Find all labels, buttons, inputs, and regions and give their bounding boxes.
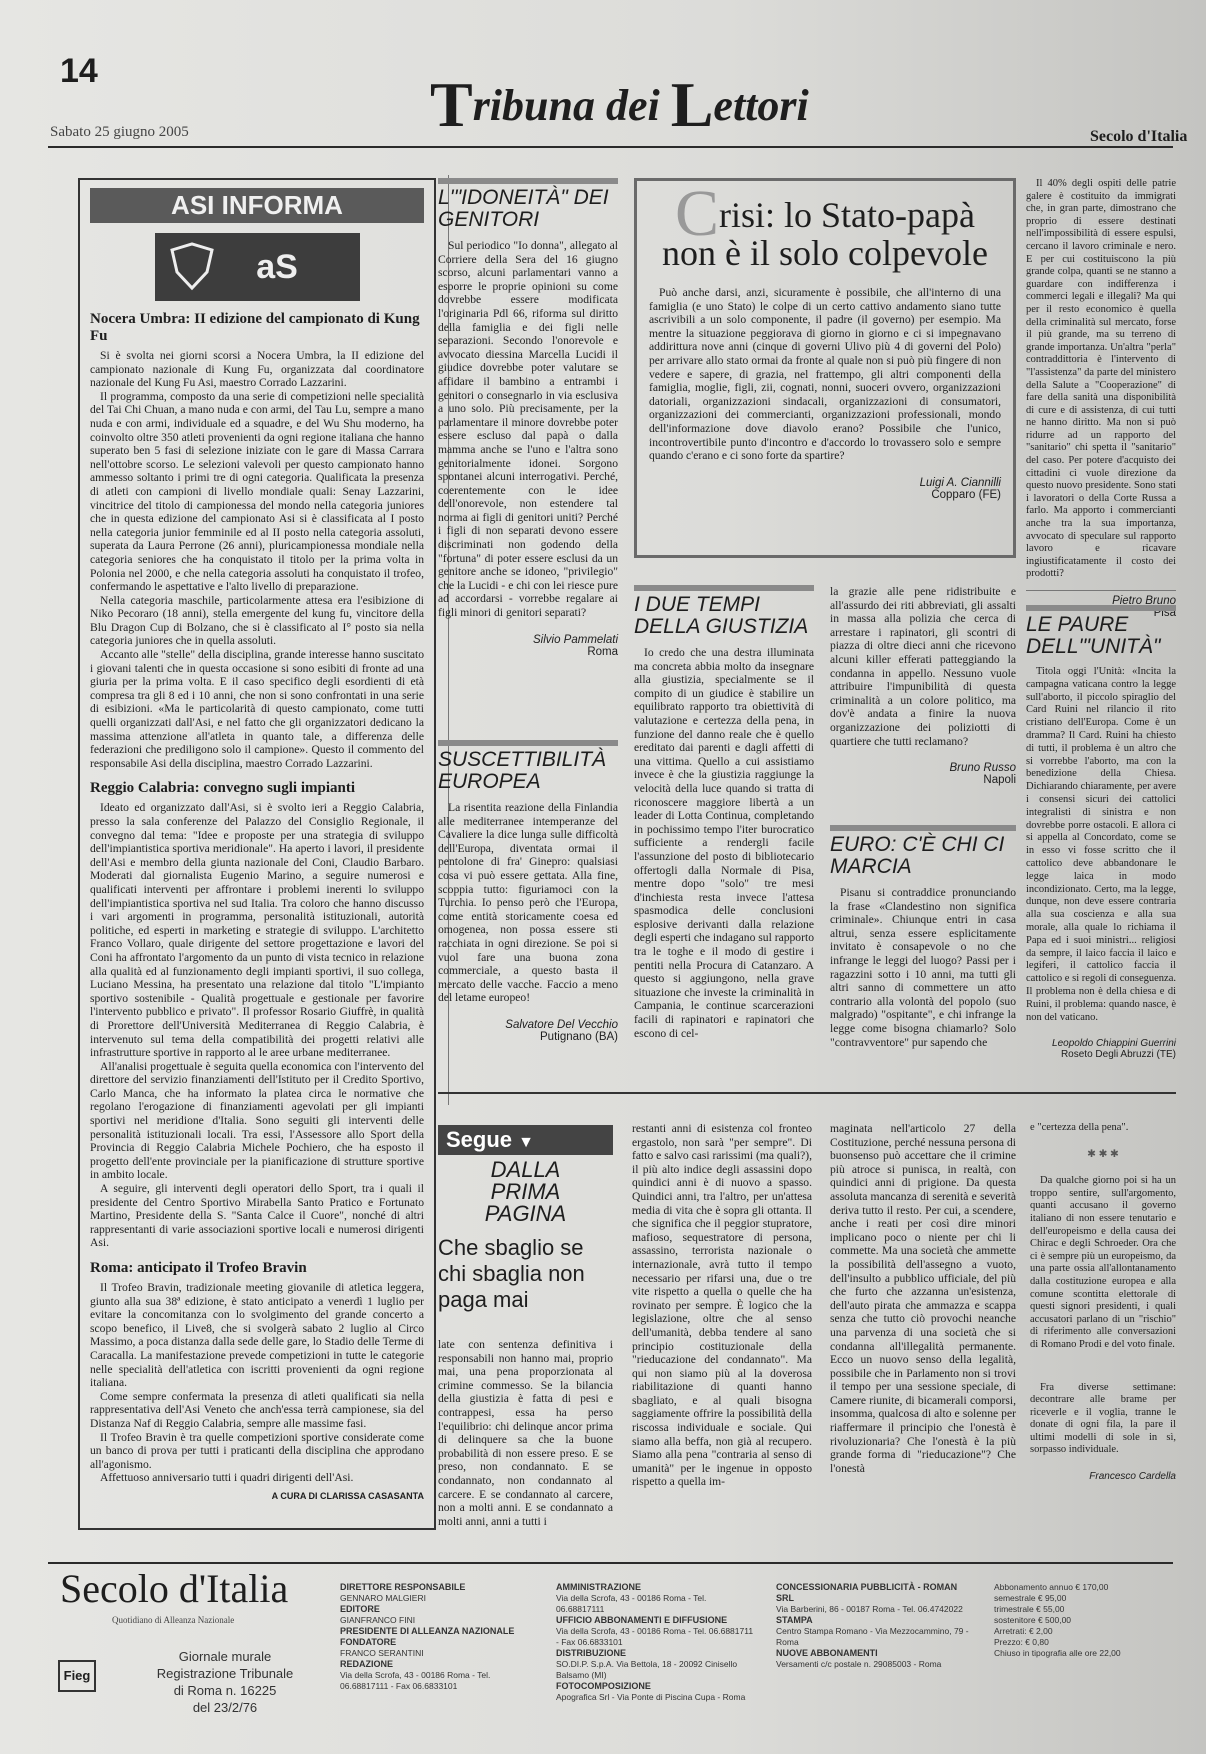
- reggio-body: [90, 801, 424, 1250]
- footer-entry-head: STAMPA: [776, 1615, 813, 1625]
- crisi-title-2: non è il solo colpevole: [662, 233, 988, 273]
- section-masthead: [430, 68, 850, 142]
- footer-entry: [556, 1582, 756, 1615]
- crisi-headline: [649, 177, 1001, 273]
- due-tempi-para: la grazie alle pene ridistribuite e all'assurdo dei riti abbreviati, gli assalti in massa alla polizia che cerca di arrestare i rapinatori, gli scontri di piazza di oltre dieci anni che ricevono alcuni killer efferati patteggiando la condanna in appello. Nessuno vuole attribuire l'impunibilità di questa criminalità a un colore politico, ma dov'è andata a finire la nuova organizzazione dei poliziotti di quartiere che tutti reclamano?: [830, 585, 1016, 748]
- due-tempi-city: Napoli: [983, 774, 1016, 787]
- footer-entry-text: GIANFRANCO FINI: [340, 1615, 416, 1625]
- footer-price-line: sostenitore € 500,00: [994, 1615, 1072, 1625]
- footer-entry-head: FONDATORE: [340, 1637, 397, 1647]
- registration-line: di Roma n. 16225: [173, 1683, 277, 1698]
- segue-col-1: [438, 1338, 613, 1538]
- fieg-logo: Fieg: [58, 1660, 96, 1692]
- asi-informa-box: [78, 178, 436, 1530]
- nocera-title: Nocera Umbra: II edizione del campionato di Kung Fu: [90, 311, 420, 344]
- euro-article: [830, 825, 1016, 1070]
- footer-entry: [556, 1681, 756, 1703]
- reggio-para: All'analisi progettuale è seguita quella economica con l'intervento del direttore del servizio finanziamenti dell'Istituto per il Credito Sportivo, Carlo Manca, che ha informato la platea circa le normative che regolano l'erogazione di finanziamenti agevolati per gli impianti sportivi nel meridione d'Italia. Sono seguiti gli interventi delle personalità istituzionali locali. Tra essi, l'Assessore allo Sport della Provincia di Reggio Calabria Michele Pochiero, che ha esposto il progetto dell'ente provinciale per la pianificazione di strutture sportive in ambito locale.: [90, 1059, 424, 1182]
- masthead-initial-t: T: [430, 69, 473, 140]
- right-top-para: Il 40% degli ospiti delle patrie galere è costituito da immigrati che, in gran parte, dimostrano che proprio di essere destinati nell'impossibilità di essere espulsi, cercano il lavoro criminale e nero. E per cui costituiscono la più grande colpa, quanti se ne stanno a guardare con indifferenza i commerci legali e illegali? Ma qui per il resto economico è quella della criminalità sul mercato, forse il più grande, ma su terreno di grande importanza. Un'altra "perla" contraddittoria è l'intervento di "l'assistenza" da parte del ministero della Salute a "Cooperazione" di fare della sanità una disponibilità di cure e di assistenza, di cui tutti ne hanno diritto. Ma non si può ridurre ad un rapporto del "sanitario" chi spetta il "sanitario" del caso. Per potere d'acquisto dei cittadini ci vuole direzione da questo nuovo presidente. Sono stati i lavoratori o della Corte Russa a farlo. Ma apporto i commercianti anche tra la sua importanza, avvocato di speculare sul rapporto lavoro e ricavare ingiustificatamente il costo dei prodotti?: [1026, 178, 1176, 580]
- footer-entry-head: DISTRIBUZIONE: [556, 1648, 627, 1658]
- footer-col-d: [994, 1582, 1144, 1732]
- footer-entry-text: Via della Scrofa, 43 - 00186 Roma - Tel. 06.68817111: [556, 1593, 707, 1614]
- crisi-title-1: risi: lo Stato-papà: [719, 195, 975, 235]
- footer-entry-head: EDITORE: [340, 1604, 380, 1614]
- segue-para: e "certezza della pena".: [1030, 1122, 1129, 1133]
- asi-shield-icon: [167, 242, 217, 292]
- right-top-author: Pietro Bruno: [1112, 595, 1176, 607]
- footer-entry: [340, 1659, 530, 1692]
- footer-entry: [776, 1582, 976, 1615]
- nocera-para: Nella categoria maschile, particolarmente attesa era l'esibizione di Niko Pecoraro (18 anni), stella emergente del kung fu, vincitore della Blu Dragon Cup di Bolzano, che si è classificato al I° posto sia nella categoria juniores che in quella assoluti.: [90, 593, 424, 648]
- footer-col-c: [776, 1582, 976, 1732]
- segue-para: Da qualche giorno poi si ha un troppo sentire, sull'argomento, quanti accusano il governo italiano di non essere tenutario e dell'europeismo e della causa dei Chirac e degli Schroeder. Ora che ci è sempre più un europeismo, da una parte ossia all'allontanamento dalla costituzione europea e alla comune scontitta elettorale di questi signori presidenti, i quali accusatori parlano di un "rischio" di riferimento alle conversazioni di Romano Prodi e del voto finale.: [1030, 1175, 1176, 1350]
- footer-entry-text: SO.DI.P. S.p.A. Via Bettola, 18 - 20092 Cinisello Balsamo (MI): [556, 1659, 738, 1680]
- crisi-signature: [649, 477, 1001, 501]
- suscettibilita-article: [438, 740, 618, 1085]
- segue-label: Segue: [446, 1127, 513, 1152]
- header-rule: [48, 146, 1173, 148]
- footer-entry-text: Via della Scrofa, 43 - 00186 Roma - Tel. 06.6881711 - Fax 06.6833101: [556, 1626, 754, 1647]
- segue-banner: [438, 1125, 613, 1155]
- suscettibilita-author: Salvatore Del Vecchio: [505, 1018, 618, 1031]
- suscettibilita-body: [438, 801, 618, 1005]
- footer-entry: [340, 1626, 530, 1637]
- crisi-para: Può anche darsi, anzi, sicuramente è possibile, che all'interno di una famiglia (e uno Stato) le colpe di un certo cattivo andamento siano tutte ascrivibili a un solo componente, il padre (il governo) per esempio. Ma mentre la situazione peggiorava di giorno in giorno e ci si impegnavano addirittura nove anni (cinque di governi Ulivo più 4 di governi del Polo) per arrivare allo stato ormai da fronte al quale non si può più fingere di non vedere e sapere, di grazia, nel frattempo, gli altri componenti della famiglia, moglie, figli, zii, cognati, nonni, suoceri ovvero, organizzazioni datoriali, organizzazioni sindacali, organizzazioni di consumatori, organizzazioni dei commercianti, organizzazioni professionali, mondo dell'informazione dove diavolo erano? Possibile che l'unico, incontrovertibile punto d'incontro e d'accordo lo trovassero solo e sempre quando c'erano e ci sono forte da spartire?: [649, 286, 1001, 463]
- footer-entry-text: FRANCO SERANTINI: [340, 1648, 424, 1658]
- due-tempi-article: [634, 585, 814, 1065]
- roma-para: Il Trofeo Bravin, tradizionale meeting giovanile di atletica leggera, giunto alla sua 38ª edizione, è stato anticipato a venerdì 1 luglio per evitare la concomitanza con lo svolgimento del grande concerto a scopo benefico, il Live8, che si svolgerà sabato 2 luglio al Circo Massimo, a poca distanza dalla sede delle gare, lo Stadio delle Terme di Caracalla. La manifestazione prevede competizioni in tutte le categorie nelle specialità dell'atletica con iscritti provenienti da ogni regione italiana.: [90, 1281, 424, 1390]
- euro-body: [830, 886, 1016, 1049]
- asi-logo: [155, 233, 360, 301]
- roma-title: Roma: anticipato il Trofeo Bravin: [90, 1260, 307, 1276]
- idoneita-author: Silvio Pammelati: [533, 633, 618, 646]
- prima-word: PRIMA: [490, 1179, 561, 1204]
- issue-date: Sabato 25 giugno 2005: [50, 124, 189, 140]
- header-brand: Secolo d'Italia: [1090, 128, 1188, 145]
- idoneita-para: Sul periodico "Io donna", allegato al Corriere della Sera del 16 giugno scorso, alcuni parlamentari vanno a esporre le proprie opinioni su come dovrebbe essere modificata l'originaria Pdl 66, riforma sul diritto della famiglia e dei figli nelle separazioni. Secondo l'onorevole e avvocato diessina Marcella Lucidi il giudice dovrebbe poter valutare se affidare il bambino a entrambi i genitori o consegnarlo in via esclusiva a uno solo. Più precisamente, per la parlamentare il minore dovrebbe poter essere escluso dal papà o dalla mamma anche se l'uno e l'altra sono genitorialmente idonei. Sorgono spontanei alcuni interrogativi. Perché, coerentemente con le idee dell'onorevole, non estendere tal norma ai figli di genitori uniti? Perché i figli di non separati devono essere discriminati non godendo della "fortuna" di poter essere esclusi da un genitore anche se idoneo, "privilegio" che la Lucidi - e chi con lei riesce pure ad accordarsi - vorrebbe regalare ai figli minori di genitori separati?: [438, 239, 618, 620]
- suscettibilita-title: SUSCETTIBILITÀ EUROPEA: [438, 740, 618, 793]
- registration-line: del 23/2/76: [192, 1700, 258, 1715]
- footer-entry-text: Apografica Srl - Via Ponte di Piscina Cupa - Roma: [556, 1692, 746, 1702]
- footer-entry: [340, 1637, 530, 1659]
- footer-entry-text: GENNARO MALGIERI: [340, 1593, 426, 1603]
- footer-entry-text: Centro Stampa Romano - Via Mezzocammino, 79 - Roma: [776, 1626, 969, 1647]
- suscettibilita-signature: [438, 1019, 618, 1043]
- down-arrow-icon: ▼: [518, 1134, 534, 1151]
- segue-col-4: [1030, 1122, 1176, 1542]
- right-top-article: [1026, 178, 1176, 619]
- footer-entry-text: Versamenti c/c postale n. 29085003 - Roma: [776, 1659, 942, 1669]
- footer-price-line: Arretrati: € 2,00: [994, 1626, 1053, 1636]
- idoneita-article: [438, 178, 618, 728]
- registration-block: [140, 1648, 310, 1716]
- roma-para: Affettuoso anniversario tutti i quadri dirigenti dell'Asi.: [100, 1471, 354, 1485]
- roma-para: Il Trofeo Bravin è tra quelle competizioni sportive considerate come un banco di prova per tutti i praticanti della disciplina che approdano all'agonismo.: [90, 1430, 424, 1471]
- pagina-word: PAGINA: [484, 1201, 567, 1226]
- footer-entry-head: AMMINISTRAZIONE: [556, 1582, 641, 1592]
- due-tempi-cont: [830, 585, 1016, 805]
- registration-line: Registrazione Tribunale: [156, 1666, 294, 1681]
- reggio-title: Reggio Calabria: convegno sugli impianti: [90, 780, 356, 797]
- idoneita-title: L'"IDONEITÀ" DEI GENITORI: [438, 178, 618, 231]
- asi-credit: A CURA DI CLARISSA CASASANTA: [271, 1490, 424, 1501]
- euro-para: Pisanu si contraddice pronunciando la frase «Clandestino non significa criminale». Chiunque entri in casa altrui, senza essere esplicitamente invitato è consapevole o no che infrange le leggi del luogo? Passi per i ragazzini sotto i 10 anni, ma tutti gli altri sanno di commettere un atto contrario alla volontà del popolo (suo malgrado) "ospitante", e chi infrange la legge come bisogna chiamarlo? Solo "contravventore" pur sapendo che: [830, 886, 1016, 1049]
- footer-entry-head: UFFICIO ABBONAMENTI E DIFFUSIONE: [556, 1615, 728, 1625]
- dalla-prima-pagina: [438, 1159, 613, 1225]
- segue-para: maginata nell'articolo 27 della Costituzione, perché nessuna persona di buonsenso può accettare che il crimine più atroce si punisca, in realtà, con quindici anni di prigione. Da questa assoluta mancanza di serenità e severità deriva tutto il resto. Per cui, a scendere, anche i reati per così dire minori implicano poco o niente per chi li commette. Ma una società che ammette la possibilità dell'assegno a vuoto, dell'insulto a pubblico ufficiale, del più che furto che azzanna un'esistenza, dell'auto pirata che ammazza e scappa senza che tutto ciò provochi neanche una parvenza di una società che si condanna all'illegalità permanente. Ecco un nuovo senso della legalità, possibile che in Parlamento non si trovi il tempo per una sessione speciale, di Camere riunite, di bicamerali comporsi, insomma, qualcosa di alto e solenne per riaffermare il principio che l'onestà è rivoluzionaria? Che l'onestà è la più grande forma di "rieducazione"? Che l'onestà: [830, 1122, 1016, 1475]
- nocera-para: Accanto alle "stelle" della disciplina, grande interesse hanno suscitato i giovani talenti che in questa occasione si sono esibiti di fronte ad una giuria per la prima volta. E il caso specifico degli esordienti di età compresa tra gli 8 ed i 10 anni, che non si sono confrontati in una serie di esibizioni. «Ma le particolarità di questo campionato, come tutti quelli organizzati dall'Asi, e nel fatto che gli organizzatori dedicano la massima attenzione all'atleta in quanto tale, a differenza delle federazioni che prediligono solo il campione». Questo il commento del responsabile Asi della disciplina, maestro Corrado Lazzarini.: [90, 648, 424, 770]
- due-tempi-title: I DUE TEMPI DELLA GIUSTIZIA: [634, 585, 814, 638]
- suscettibilita-para: La risentita reazione della Finlandia alle mediterranee intemperanze del Cavaliere la dice lunga sulle difficoltà dell'Europa, diventata ormai il pentolone di fra' Ginepro: qualsiasi cosa vi può essere gettata. Alla fine, scoppia tutto: figuriamoci con la Turchia. Io penso però che l'Europa, come entità storicamente coesa ed omogenea, non possa essere sti racchiata in ogni direzione. Se poi si vuol fare una buona zona commerciale, a questo basta il mercato delle vacche. Faccio a meno del letame europeo!: [438, 801, 618, 1005]
- footer-entry: [340, 1582, 530, 1604]
- paure-title: LE PAURE DELL'"UNITÀ": [1026, 605, 1176, 658]
- footer-logo: Secolo d'Italia: [60, 1566, 289, 1611]
- footer-entry-text: Via della Scrofa, 43 - 00186 Roma - Tel. 06.68817111 - Fax 06.6833101: [340, 1670, 491, 1691]
- masthead-initial-l: L: [670, 69, 714, 140]
- nocera-para: Il programma, composto da una serie di competizioni nelle specialità del Tai Chi Chuan, a mano nuda e con armi, del Tau Lu, sempre a mano nuda e con armi, individuale ed a squadre, e del Wu Shu moderno, ha coinvolto oltre 350 atleti provenienti da ogni regione italiana che hanno superato ben 5 fasi di selezione iniziate con le gare di Massa Carrara nell'ottobre scorso. Le selezioni valevoli per questo campionato hanno ammesso soltanto i primi tre di ogni categoria. Qualificata la presenza di atleti con campioni di livello mondiale quali: Senay Lazzarini, vincitrice del titolo di campionessa del mondo nella categoria juniores che in questa edizione del campionato Asi si è classificata al I posto nella categoria junior femminile ed al II posto nella categoria assoluti, superata da Laura Perrone (26 anni), pluricampionessa mondiale nella categoria seniores che ha conquistato il titolo per la prima volta in Polonia nel 2000, e che nella categoria assoluti ha conquistato il trofeo, confermando le aspettative e l'alto livello di preparazione.: [90, 389, 424, 594]
- segue-signature: Francesco Cardella: [1089, 1471, 1176, 1483]
- footer-price-line: Chiuso in tipografia alle ore 22,00: [994, 1648, 1121, 1658]
- nocera-body: [90, 349, 424, 770]
- segue-col-3: [830, 1122, 1016, 1542]
- paure-city: Roseto Degli Abruzzi (TE): [1060, 1049, 1176, 1061]
- crisi-city: Copparo (FE): [931, 488, 1001, 501]
- masthead-text-2: ettori: [713, 81, 809, 130]
- footer-entry: [340, 1604, 530, 1626]
- due-tempi-body-2: [830, 585, 1016, 748]
- footer-price-line: trimestrale € 55,00: [994, 1604, 1065, 1614]
- idoneita-body: [438, 239, 618, 620]
- footer-price-line: semestrale € 95,00: [994, 1593, 1067, 1603]
- reggio-para: A seguire, gli interventi degli operatori dello Sport, tra i quali il presidente del Centro Sportivo Mirabella Santo Pratico e Fortunato Martino, Presidente della S. "Santa Calce il Cuore", nonché di altri rappresentanti di varie associazioni sportive locali e numerosi dirigenti Asi.: [90, 1182, 424, 1250]
- footer-entry: [776, 1615, 976, 1648]
- footer-entry: [776, 1648, 976, 1670]
- roma-para: Come sempre confermata la presenza di atleti qualificati sia nella rappresentativa dell'Asi Veneto che anch'essa terrà campionese, sia del Distanza Naf di Reggio Calabria, sempre alle massime fasi.: [90, 1389, 424, 1430]
- suscettibilita-city: Putignano (BA): [540, 1030, 618, 1043]
- due-tempi-para: Io credo che una destra illuminata ma concreta abbia molto da insegnare alla giustizia, specialmente se il compito di un giudice è stabilire un equilibrato rapporto tra obiettività di valutazione e certezza della pena, in funzione del danno reale che è quello ereditato dai parenti e dagli affetti di una vittima. Quello a cui assistiamo invece è che la giustizia raggiunge la velocità della luce quando si tratta di riconoscere maggiore libertà a un leader di Lotta Continua, completando in pochissimo tempo l'iter burocratico sufficiente a rendergli facile l'assunzione del posto di bibliotecario offertogli dalla Normale di Pisa, mentre dopo "solo" tre mesi d'inchiesta resta invece l'attesa spasmodica delle conclusioni esplosive derivanti dalla relazione degli esperti che indagano sul rapporto tra le toghe e il modo di gestire i pentiti nella Procura di Catanzaro. A questo si aggiungono, nella grave situazione che investe la criminalità in Campania, le continue scarcerazioni facili di rapinatori e rapinatori che escono di cel-: [634, 646, 814, 1040]
- footer-entry-head: DIRETTORE RESPONSABILE: [340, 1582, 466, 1592]
- footer-entry-text: Via Barberini, 86 - 00187 Roma - Tel. 06.4742022: [776, 1604, 963, 1614]
- right-divider: [1026, 590, 1176, 591]
- footer-col-a: [340, 1582, 530, 1732]
- footer-entry-head: FOTOCOMPOSIZIONE: [556, 1681, 651, 1691]
- footer-entry-head: PRESIDENTE DI ALLEANZA NAZIONALE: [340, 1626, 515, 1636]
- page-number: 14: [60, 52, 98, 90]
- paure-author: Leopoldo Chiappini Guerrini: [1052, 1038, 1176, 1050]
- footer-price-line: Abbonamento annuo € 170,00: [994, 1582, 1109, 1592]
- footer-entry-head: NUOVE ABBONAMENTI: [776, 1648, 878, 1658]
- footer-logo-sub: Quotidiano di Alleanza Nazionale: [112, 1615, 235, 1625]
- asi-logo-text: aS: [256, 247, 298, 286]
- crisi-author: Luigi A. Ciannilli: [919, 476, 1001, 489]
- segue-col-2: [632, 1122, 812, 1542]
- paure-article: [1026, 605, 1176, 1070]
- right-top-city: Pisa: [1153, 607, 1176, 619]
- idoneita-city: Roma: [587, 645, 618, 658]
- footer-entry: [556, 1648, 756, 1681]
- paure-signature: [1026, 1038, 1176, 1060]
- footer-entry: [556, 1615, 756, 1648]
- paure-body: [1026, 666, 1176, 1024]
- nocera-para: Si è svolta nei giorni scorsi a Nocera Umbra, la II edizione del campionato nazionale di Kung Fu, organizzata dal coordinatore nazionale del Kung Fu Asi, maestro Corrado Lazzarini.: [90, 349, 424, 390]
- due-tempi-body-1: [634, 646, 814, 1040]
- crisi-body: [649, 286, 1001, 463]
- segue-headline: Che sbaglio se chi sbaglia non paga mai: [438, 1235, 585, 1312]
- footer-col-b: [556, 1582, 756, 1732]
- footer-rule: [48, 1562, 1173, 1564]
- segue-para: Fra diverse settimane: decontrare alle brame per riceverle e il voglia, tranne le donate di ogni fila, la pare il ultimi modelli di sole in sì, sorpasso individuale.: [1030, 1381, 1176, 1456]
- crisi-initial: C: [675, 177, 720, 250]
- roma-body: [90, 1281, 424, 1485]
- segue-divider: [438, 1092, 1176, 1094]
- due-tempi-author: Bruno Russo: [949, 762, 1016, 775]
- crisi-article-box: [634, 178, 1016, 558]
- segue-header: [438, 1125, 613, 1325]
- registration-line: Giornale murale: [178, 1649, 272, 1664]
- segue-para: late con sentenza definitiva i responsabili non hanno mai, proprio mai, una pena proporzionata al crimine commesso. Se la bilancia della giustizia è fatta di pesi e contrappesi, essa ha perso l'equilibrio: chi delinque ancor prima di delinquere sa che la buone probabilità di non essere preso. E se preso, non condannato. E se condannato, non condannato al carcere. E se condannato al carcere, non a molti anni. E se condannato a molti anni, anni a tutti i: [438, 1338, 613, 1528]
- footer-price-line: Prezzo: € 0,80: [994, 1637, 1049, 1647]
- idoneita-signature: [438, 634, 618, 658]
- dalla-word: DALLA: [490, 1157, 561, 1182]
- asi-banner: ASI INFORMA: [90, 188, 424, 223]
- due-tempi-signature: [830, 762, 1016, 786]
- segue-para: restanti anni di esistenza col fronteo ergastolo, non sarà "per sempre". Di fatto e salvo casi rarissimi (ma quali?), il più alto indice degli assassini dopo quindici anni è di nuovo a spasso. Quindici anni, tra l'altro, per un'attesa media di vita che è sopra gli ottanta. Il che significa che il peggior stupratore, mafioso, sequestratore di persona, assassino, terrorista nazionale o internazionale, avrà tutto il tempo necessario per rifarsi una, due o tre vite rispetto a quella o quelle che ha rovinato per sempre. È logico che la legislazione, oltre che al senso dell'umanità, debba tendere al sano principio costituzionale della "rieducazione del condannato". Ma qui non siamo più al la doverosa riabilitazione di quanti hanno sbagliato, e al quali bisogna saggiamente offrire la possibilità della riscossa individuale e sociale. Qui siamo alla beffa, non già al recupero. Siamo alla pena "contraria al senso di umanità" per le ingenue in opposto rispetto a quella im-: [632, 1122, 812, 1489]
- segue-col4-body: [1030, 1122, 1176, 1457]
- paure-para: Titola oggi l'Unità: «Incita la campagna vaticana contro la legge sull'aborto, il piccolo spiraglio del Card Ruini nel rilancio il rito cristiano dell'Europa. Come è un dramma? Il Card. Ruini ha chiesto di tutti, il problema è un altro che si vorrebbe l'aborto, ma con la benedizione della Chiesa. Dichiarando chiaramente, per avere i consensi sicuri dei cattolici integralisti di sinistra e non dovrebbe porre ostacoli. E allora ci si appella al Concordato, come se in esso vi fosse scritto che il cattolico deve abbandonare le legge laica in modo incondizionato. Certo, ma la legge, dunque, non deve essere contraria alla sua coscienza e alla sua morale, alla quale lo richiama il Papa ed i suoi ministri... religiosi da sempre, il laico faccia il laico e legiferi, il cattolico faccia il cattolico e si regoli di conseguenza. Il problema non è della chiesa e di Ruini, il problema: quando nasce, è non del vaticano.: [1026, 666, 1176, 1023]
- masthead-text-1: ribuna dei: [472, 81, 671, 130]
- footer-entry-head: CONCESSIONARIA PUBBLICITÀ - ROMAN SRL: [776, 1582, 958, 1603]
- right-top-body: [1026, 178, 1176, 581]
- euro-title: EURO: C'È CHI CI MARCIA: [830, 825, 1016, 878]
- footer-entry-head: REDAZIONE: [340, 1659, 394, 1669]
- section-stars: ✱ ✱ ✱: [1087, 1148, 1119, 1160]
- reggio-para: Ideato ed organizzato dall'Asi, si è svolto ieri a Reggio Calabria, presso la sala conferenze del Palazzo del Consiglio Regionale, il convegno dal tema: "Idee e proposte per una strategia di sviluppo dell'impiantistica sportiva meridionale". Ha aperto i lavori, il presidente dell'Asi e membro della giunta nazionale del Coni, Claudio Barbaro. Moderati dal giornalista Eugenio Marino, a seguire numerosi e qualificati interventi per affrontare i problemi inerenti lo sviluppo dell'impiantistica sportiva nel sud Italia. Tra coloro che hanno discusso i vari argomenti in programma, personalità istituzionali, autorità politiche, ed esperti in marketing e strategie di sviluppo. L'architetto Franco Vollaro, quale dirigente del settore progettazione e lavori del Coni ha affrontato l'argomento da un punto di vista tecnico in relazione alla qualità ed al funzionamento degli impianti sportivi, il suo collega, Luciano Messina, ha presentato una relazione dal titolo "L'impianto sportivo sostenibile - Qualità progettuale e gestionale per favorire l'intervento pubblico e privato". Il professor Rosario Giuffrè, in qualità di Prorettore dell'Università Mediterranea di Reggio Calabria, è intervenuto sul tema della compatibilità dei progetti relativi alle infrastrutture sportive in rapporto al le aree urbane mediterranee.: [90, 801, 424, 1060]
